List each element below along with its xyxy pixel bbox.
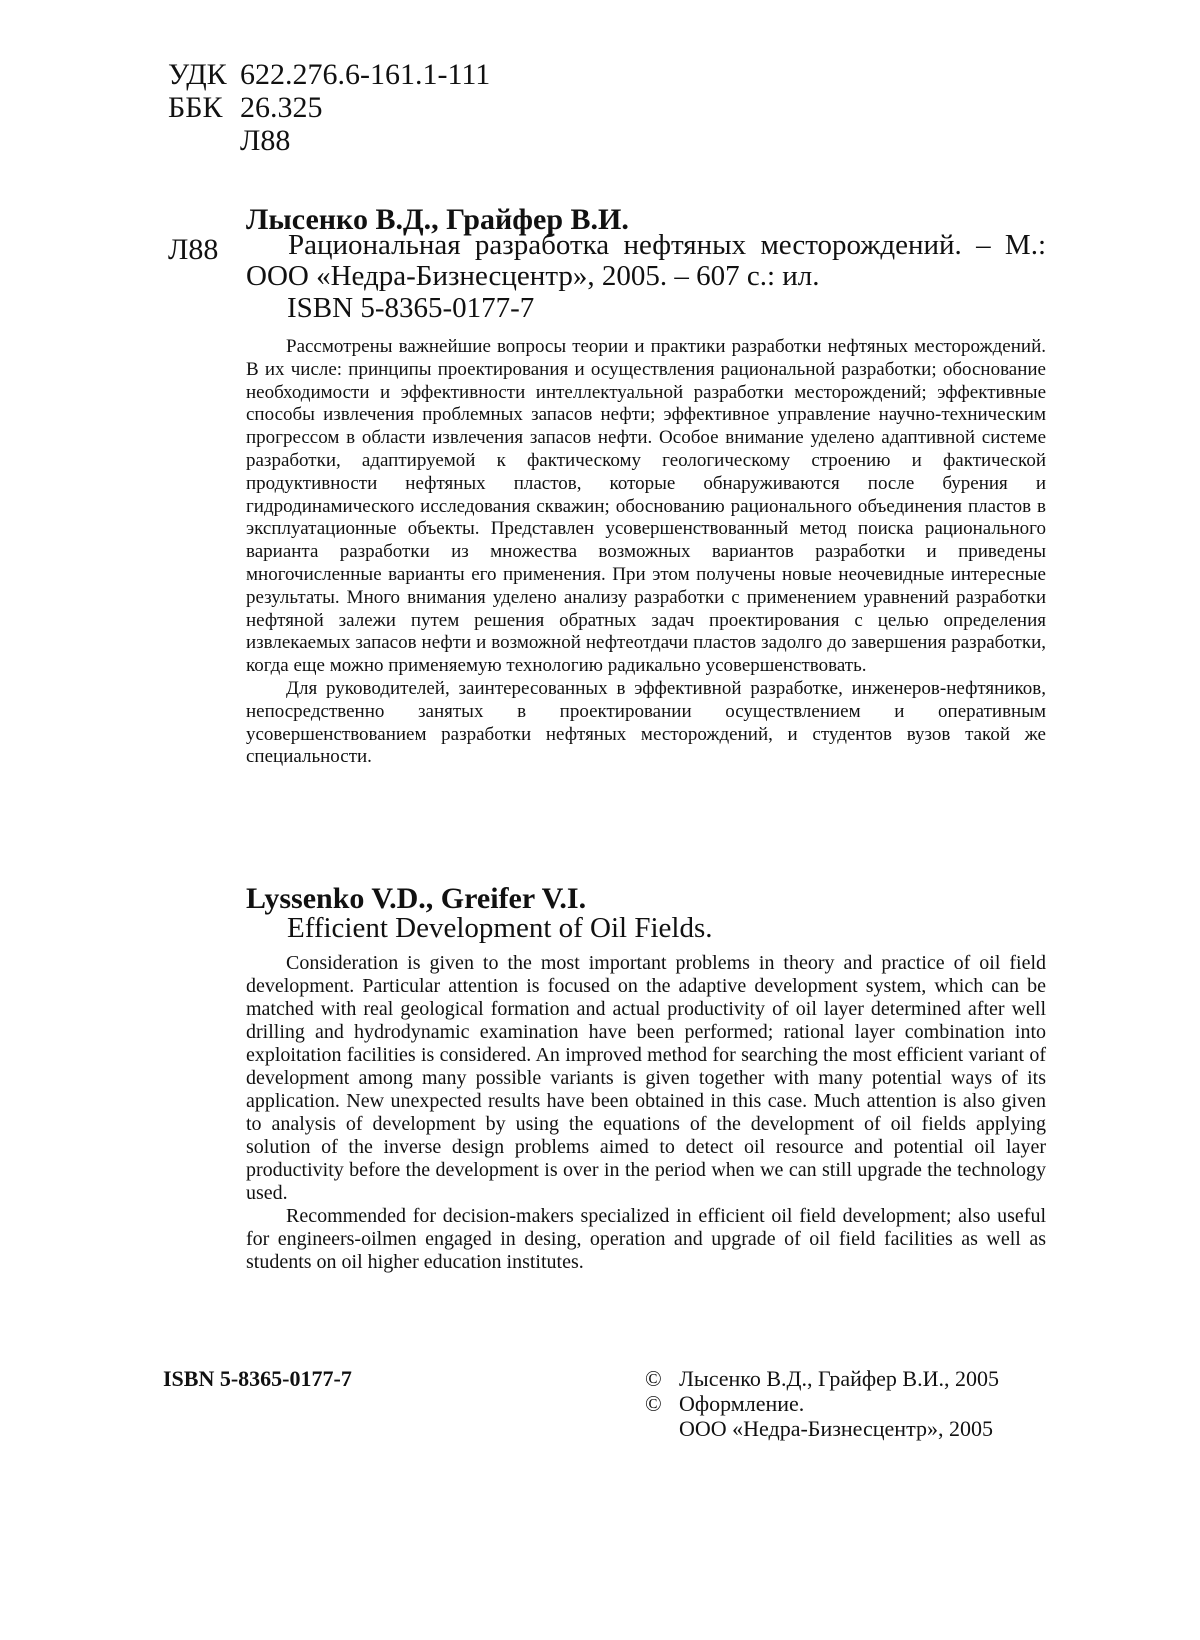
bbk-row bbox=[168, 91, 490, 124]
classification-block bbox=[168, 58, 490, 157]
udc-value: 622.276.6-161.1-111 bbox=[240, 58, 491, 91]
authors-english: Lyssenko V.D., Greifer V.I. bbox=[246, 882, 587, 915]
isbn-russian: ISBN 5-8365-0177-7 bbox=[287, 292, 535, 324]
author-mark: Л88 bbox=[240, 124, 291, 157]
copyright-design-text: Оформление. bbox=[679, 1391, 805, 1416]
copyright-block bbox=[645, 1366, 999, 1441]
udc-label: УДК bbox=[168, 58, 227, 91]
bbk-label: ББК bbox=[168, 91, 223, 124]
bbk-value: 26.325 bbox=[240, 91, 323, 124]
abstract-english-paragraph-2: Recommended for decision-makers specialized in efficient oil field development; also useful for engineers-oilmen engaged in desing, operation and upgrade of oil field facilities as well as students on oil higher education institutes. bbox=[246, 1205, 1046, 1273]
title-english: Efficient Development of Oil Fields. bbox=[287, 912, 713, 944]
udc-row bbox=[168, 58, 490, 91]
abstract-russian-paragraph-2: Для руководителей, заинтересованных в эффективной разработке, инженеров-нефтяников, непосредственно занятых в проектировании осуществлением и оперативным усовершенствованием разработки нефтяных месторождений, и студентов вузов такой же специальности. bbox=[246, 677, 1046, 768]
abstract-russian-paragraph-1: Рассмотрены важнейшие вопросы теории и практики разработки нефтяных месторождений. В их числе: принципы проектирования и осуществления рациональной разработки; обоснование необходимости и эффективности интеллектуальной разработки месторождений; эффективные способы извлечения проблемных запасов нефти; эффективное управление научно-техническим прогрессом в области извлечения запасов нефти. Особое внимание уделено адаптивной системе разработки, адаптируемой к фактическому геологическому строению и фактической продуктивности нефтяных пластов, которые обнаруживаются после бурения и гидродинамического исследования скважин; обоснованию рационального объединения пластов в эксплуатационные объекты. Представлен усовершенствованный метод поиска рационального варианта разработки из множества возможных вариантов разработки и приведены многочисленные варианты его применения. При этом получены новые неочевидные интересные результаты. Много внимания уделено анализу разработки с применением уравнений разработки нефтяной залежи путем решения обратных задач проектирования с целью определения извлекаемых запасов нефти и возможной нефтеотдачи пластов задолго до завершения разработки, когда еще можно применяемую технологию радикально усовершенствовать. bbox=[246, 336, 1046, 677]
copyright-authors bbox=[645, 1366, 999, 1391]
copyright-symbol: © bbox=[645, 1391, 662, 1416]
abstract-english bbox=[246, 952, 1046, 1274]
authors-russian: Лысенко В.Д., Грайфер В.И. bbox=[246, 203, 629, 236]
abstract-russian bbox=[246, 336, 1046, 769]
copyright-authors-text: Лысенко В.Д., Грайфер В.И., 2005 bbox=[679, 1366, 999, 1391]
copyright-design bbox=[645, 1391, 999, 1416]
title-russian: Рациональная разработка нефтяных месторождений. – М.: ООО «Недра-Бизнесцентр», 2005. – 607 с.: ил. bbox=[246, 229, 1046, 292]
author-mark-side: Л88 bbox=[168, 233, 219, 266]
isbn-footer: ISBN 5-8365-0177-7 bbox=[163, 1366, 352, 1391]
copyright-publisher: ООО «Недра-Бизнесцентр», 2005 bbox=[679, 1416, 993, 1441]
copyright-symbol: © bbox=[645, 1366, 662, 1391]
abstract-english-paragraph-1: Consideration is given to the most important problems in theory and practice of oil field development. Particular attention is focused on the adaptive development system, which can be matched with real geological formation and actual productivity of oil layer determined after well drilling and hydrodynamic examination have been performed; rational layer combination into exploitation facilities is considered. An improved method for searching the most efficient variant of development among many possible variants is given together with many potential ways of its application. New unexpected results have been obtained in this case. Much attention is also given to analysis of development by using the equations of the development of oil fields applying solution of the inverse design problems aimed to detect oil resource and potential oil layer productivity before the development is over in the period when we can still upgrade the technology used. bbox=[246, 952, 1046, 1204]
